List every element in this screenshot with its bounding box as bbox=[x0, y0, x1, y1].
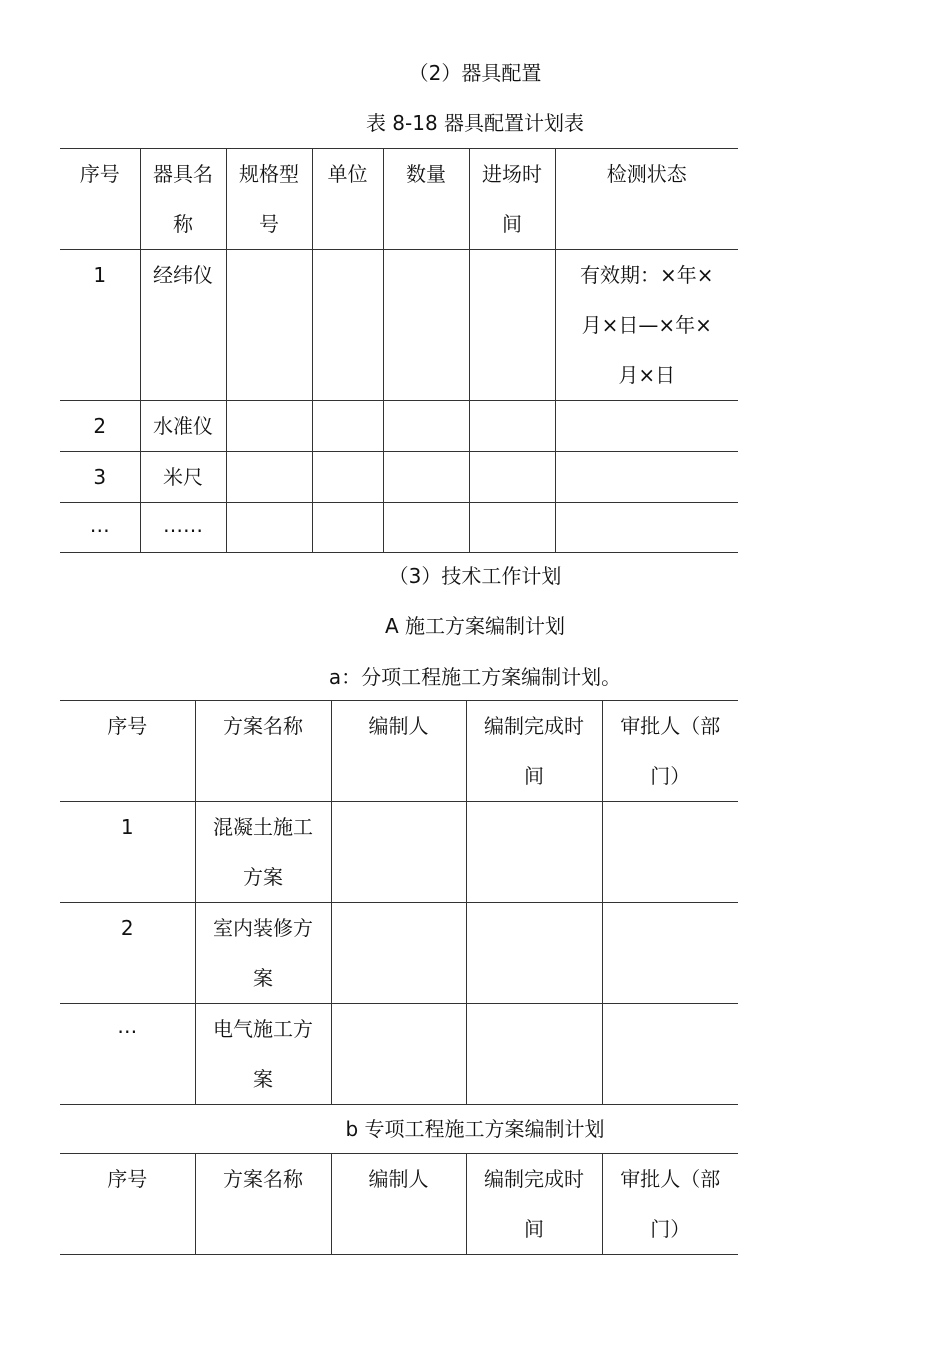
spec-cell bbox=[226, 401, 312, 452]
table-row bbox=[60, 903, 738, 1004]
inspection-status bbox=[555, 452, 738, 503]
header-cell: 单位 bbox=[312, 149, 383, 250]
table-row bbox=[60, 401, 738, 452]
inspection-status bbox=[555, 503, 738, 553]
table-header-row bbox=[60, 701, 738, 802]
entry-time-cell bbox=[469, 503, 555, 553]
row-number: 1 bbox=[60, 250, 140, 401]
quantity-cell bbox=[383, 401, 469, 452]
entry-time-cell bbox=[469, 401, 555, 452]
unit-cell bbox=[312, 452, 383, 503]
author-cell bbox=[331, 1004, 466, 1105]
header-cell: 方案名称 bbox=[195, 1154, 331, 1255]
table-row bbox=[60, 802, 738, 903]
header-cell: 审批人（部 门） bbox=[602, 701, 738, 802]
unit-cell bbox=[312, 401, 383, 452]
quantity-cell bbox=[383, 503, 469, 553]
special-plan-table bbox=[60, 1153, 738, 1255]
approver-cell bbox=[602, 1004, 738, 1105]
header-cell: 序号 bbox=[60, 1154, 195, 1255]
approver-cell bbox=[602, 903, 738, 1004]
entry-time-cell bbox=[469, 250, 555, 401]
row-number: 1 bbox=[60, 802, 195, 903]
header-cell: 规格型 号 bbox=[226, 149, 312, 250]
spec-cell bbox=[226, 250, 312, 401]
section-a-title: a：分项工程施工方案编制计划。 bbox=[328, 665, 622, 689]
table-row bbox=[60, 452, 738, 503]
approver-cell bbox=[602, 802, 738, 903]
table-row bbox=[60, 250, 738, 401]
equipment-name: …… bbox=[140, 503, 226, 553]
header-cell: 编制人 bbox=[331, 701, 466, 802]
inspection-status bbox=[555, 401, 738, 452]
row-number: 2 bbox=[60, 903, 195, 1004]
table-row bbox=[60, 1004, 738, 1105]
row-number: 2 bbox=[60, 401, 140, 452]
equipment-name: 经纬仪 bbox=[140, 250, 226, 401]
quantity-cell bbox=[383, 250, 469, 401]
table-header-row bbox=[60, 1154, 738, 1255]
section-b-title: b 专项工程施工方案编制计划 bbox=[345, 1117, 605, 1141]
header-cell: 器具名 称 bbox=[140, 149, 226, 250]
author-cell bbox=[331, 802, 466, 903]
spec-cell bbox=[226, 503, 312, 553]
table-row bbox=[60, 503, 738, 553]
header-cell: 进场时 间 bbox=[469, 149, 555, 250]
spec-cell bbox=[226, 452, 312, 503]
equipment-plan-table bbox=[60, 148, 738, 553]
header-cell: 序号 bbox=[60, 701, 195, 802]
header-cell: 序号 bbox=[60, 149, 140, 250]
header-cell: 编制完成时 间 bbox=[466, 701, 602, 802]
equipment-name: 水准仪 bbox=[140, 401, 226, 452]
unit-cell bbox=[312, 250, 383, 401]
header-cell: 方案名称 bbox=[195, 701, 331, 802]
header-cell: 检测状态 bbox=[555, 149, 738, 250]
header-cell: 数量 bbox=[383, 149, 469, 250]
author-cell bbox=[331, 903, 466, 1004]
header-cell: 编制完成时 间 bbox=[466, 1154, 602, 1255]
section-3-title: （3）技术工作计划 bbox=[388, 564, 562, 588]
sub-item-plan-table bbox=[60, 700, 738, 1105]
row-number: 3 bbox=[60, 452, 140, 503]
completion-time-cell bbox=[466, 1004, 602, 1105]
section-A-title: A 施工方案编制计划 bbox=[384, 614, 566, 638]
quantity-cell bbox=[383, 452, 469, 503]
row-number: … bbox=[60, 503, 140, 553]
table-header-row bbox=[60, 149, 738, 250]
row-number: … bbox=[60, 1004, 195, 1105]
header-cell: 审批人（部 门） bbox=[602, 1154, 738, 1255]
completion-time-cell bbox=[466, 903, 602, 1004]
completion-time-cell bbox=[466, 802, 602, 903]
plan-name: 混凝土施工 方案 bbox=[195, 802, 331, 903]
table-8-18-caption: 表 8-18 器具配置计划表 bbox=[365, 111, 585, 135]
entry-time-cell bbox=[469, 452, 555, 503]
plan-name: 室内装修方 案 bbox=[195, 903, 331, 1004]
unit-cell bbox=[312, 503, 383, 553]
section-2-title: （2）器具配置 bbox=[408, 61, 542, 85]
header-cell: 编制人 bbox=[331, 1154, 466, 1255]
plan-name: 电气施工方 案 bbox=[195, 1004, 331, 1105]
equipment-name: 米尺 bbox=[140, 452, 226, 503]
inspection-status: 有效期：×年× 月×日—×年× 月×日 bbox=[555, 250, 738, 401]
